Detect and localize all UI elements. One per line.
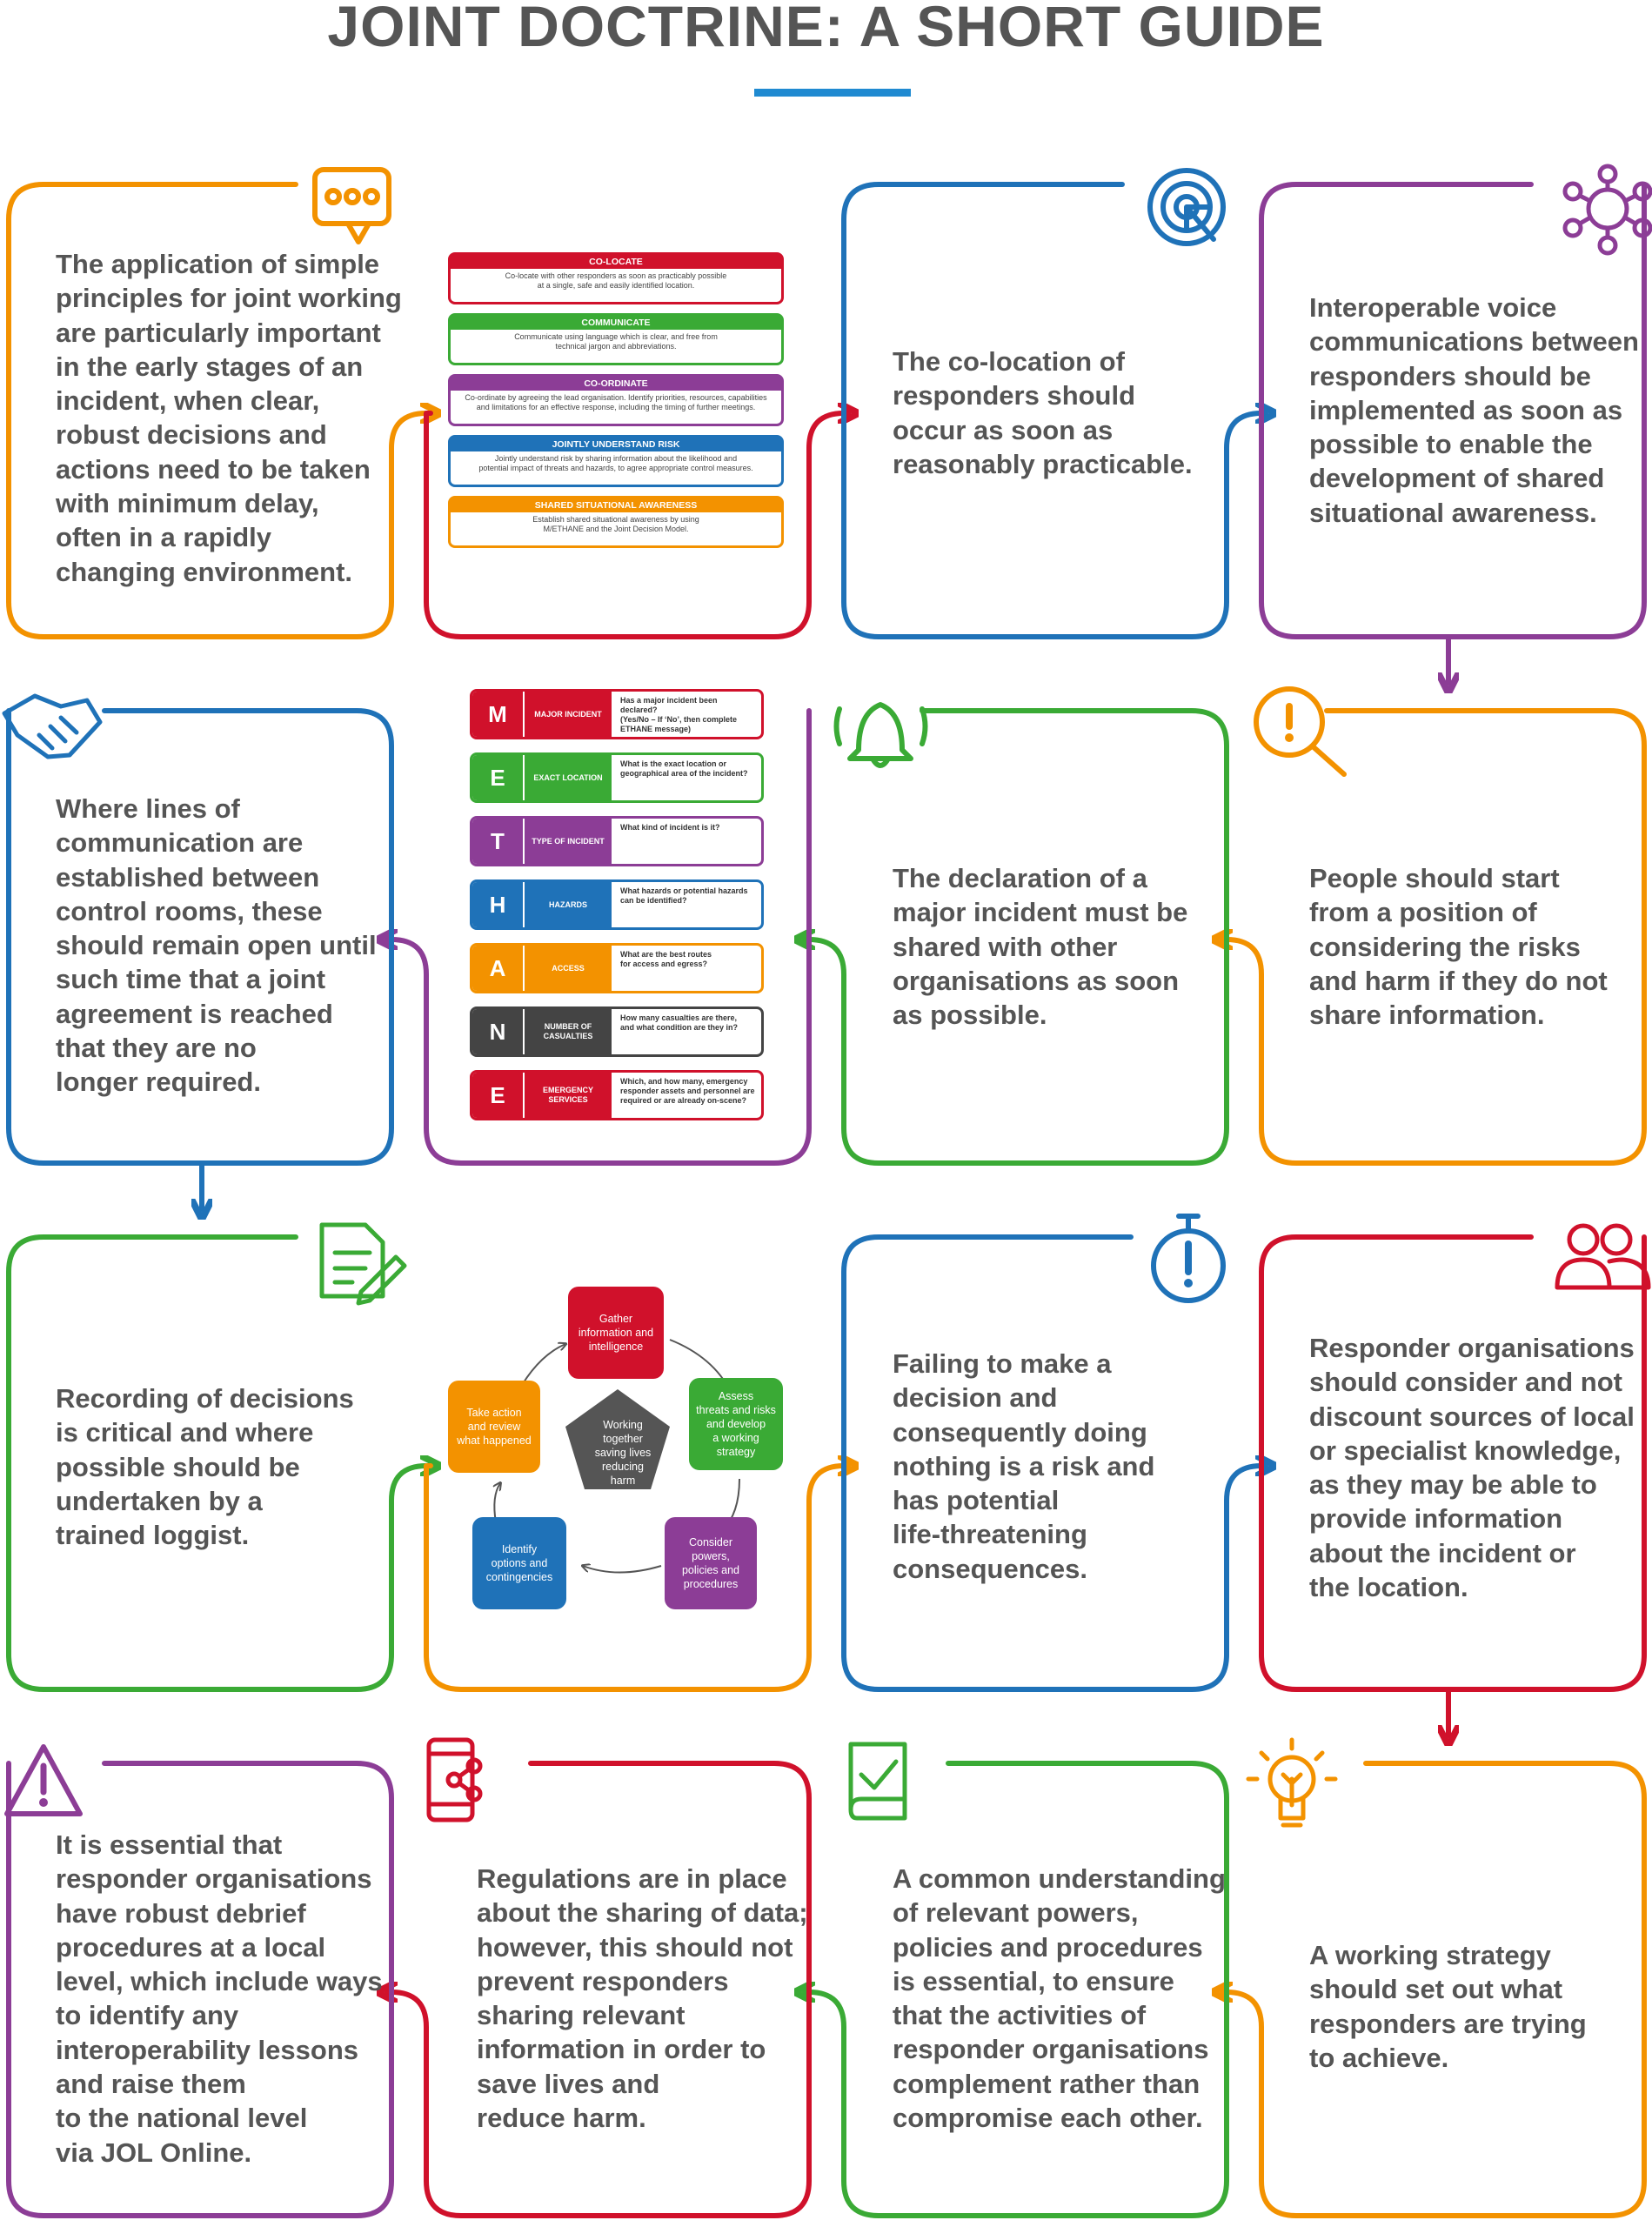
- principle-jointly-understand-risk: [448, 435, 784, 487]
- methane-row: [470, 752, 764, 803]
- principle-title: COMMUNICATE: [451, 316, 781, 330]
- methane-label: EMERGENCY SERVICES: [525, 1073, 612, 1118]
- jdm-step-identify: Identify options and contingencies: [472, 1517, 566, 1609]
- principle-communicate: [448, 313, 784, 365]
- methane-letter: A: [472, 946, 523, 991]
- methane-question: What hazards or potential hazards can be identified?: [620, 886, 748, 905]
- methane-label: NUMBER OF CASUALTIES: [525, 1009, 612, 1054]
- warning-icon: [7, 1747, 80, 1814]
- principle-text: Jointly understand risk by sharing information about the likelihood and potential impact of threats and hazards, to agree appropriate control measures.: [478, 454, 753, 472]
- methane-label: TYPE OF INCIDENT: [525, 819, 612, 864]
- methane-letter: T: [472, 819, 523, 864]
- panel-text-p15: A common understanding of relevant powers, policies and procedures is essential, to ensure that the activities of responder organisations complement rather than compromise each other.: [893, 1863, 1226, 2134]
- stopwatch-icon: [1154, 1216, 1223, 1301]
- panel-text-p1: The application of simple principles for joint working are particularly important in the early stages of an incident, when clear, robust decisions and actions need to be taken with minimum delay, often in a rapidly changing environment.: [56, 249, 402, 587]
- principle-text: Co-locate with other responders as soon as practicably possible at a single, safe and easily identified location.: [505, 271, 727, 290]
- methane-letter: N: [472, 1009, 523, 1054]
- panel-text-p3: The co-location of responders should occur as soon as reasonably practicable.: [893, 346, 1193, 479]
- magnifier-icon: [1256, 689, 1344, 774]
- methane-letter: E: [472, 755, 523, 800]
- methane-row: [470, 943, 764, 993]
- jdm-center-text: Working together saving lives reducing harm: [594, 1419, 652, 1487]
- panel-text-p16: A working strategy should set out what responders are trying to achieve.: [1309, 1940, 1587, 2073]
- principle-title: JOINTLY UNDERSTAND RISK: [451, 438, 781, 451]
- principle-text: Communicate using language which is clear, and free from technical jargon and abbreviations.: [514, 332, 718, 351]
- panel-text-p13: It is essential that responder organisations have robust debrief procedures at a local level, which include ways to identify any interoperability lessons and raise them to the national level via JOL Online.: [56, 1829, 383, 2168]
- principle-title: CO-LOCATE: [451, 255, 781, 269]
- methane-row: [470, 689, 764, 739]
- methane-row: [470, 1006, 764, 1057]
- phone-share-icon: [429, 1740, 480, 1820]
- panel-text-p14: Regulations are in place about the sharing of data; however, this should not prevent responders sharing relevant information in order to save lives and reduce harm.: [477, 1863, 808, 2134]
- principle-text: Co-ordinate by agreeing the lead organisation. Identify priorities, resources, capabilities and limitations for an effective response, including the timing of further meetings.: [465, 393, 767, 411]
- methane-letter: E: [472, 1073, 523, 1118]
- methane-question: How many casualties are there, and what condition are they in?: [620, 1013, 739, 1032]
- jdm-step-take-action: Take action and review what happened: [448, 1381, 540, 1473]
- panel-text-p7: The declaration of a major incident must be shared with other organisations as soon as possible.: [893, 863, 1188, 1031]
- methane-label: ACCESS: [525, 946, 612, 991]
- panel-text-p4: Interoperable voice communications between responders should be implemented as soon as possible to enable the development of shared situational awareness.: [1309, 292, 1639, 528]
- methane-row: [470, 816, 764, 866]
- panel-text-p8: People should start from a position of considering the risks and harm if they do not share information.: [1309, 863, 1608, 1031]
- panel-text-p12: Responder organisations should consider and not discount sources of local or specialist knowledge, as they may be able to provide information about the incident or the location.: [1309, 1333, 1635, 1603]
- methane-letter: H: [472, 882, 523, 927]
- methane-row: [470, 1070, 764, 1120]
- methane-label: EXACT LOCATION: [525, 755, 612, 800]
- bell-icon: [837, 705, 926, 766]
- page-title: JOINT DOCTRINE: A SHORT GUIDE: [327, 0, 1325, 58]
- methane-label: MAJOR INCIDENT: [525, 692, 612, 737]
- lightbulb-icon: [1248, 1740, 1335, 1825]
- panel-text-p9: Recording of decisions is critical and where possible should be undertaken by a trained loggist.: [56, 1383, 354, 1551]
- methane-question: What are the best routes for access and egress?: [620, 950, 712, 968]
- speech-bubble-icon: [315, 170, 389, 242]
- methane-row: [470, 879, 764, 930]
- checked-book-icon: [851, 1744, 905, 1818]
- methane-letter: M: [472, 692, 523, 737]
- jdm-step-gather: Gather information and intelligence: [568, 1287, 664, 1379]
- methane-question: Has a major incident been declared? (Yes/No – If ‘No’, then complete ETHANE message): [620, 696, 738, 733]
- principle-shared-situational-awareness: [448, 496, 784, 548]
- panel-text-p5: Where lines of communication are established between control rooms, these should remain open until such time that a joint agreement is reached that they are no longer required.: [56, 793, 377, 1098]
- principle-co-ordinate: [448, 374, 784, 426]
- principle-title: CO-ORDINATE: [451, 377, 781, 391]
- document-pen-icon: [322, 1225, 405, 1303]
- target-icon: [1150, 171, 1223, 244]
- principle-text: Establish shared situational awareness by using M/ETHANE and the Joint Decision Model.: [532, 515, 699, 533]
- jdm-step-consider: Consider powers, policies and procedures: [665, 1517, 757, 1609]
- principle-co-locate: [448, 252, 784, 304]
- network-icon: [1565, 166, 1650, 253]
- methane-label: HAZARDS: [525, 882, 612, 927]
- methane-question: Which, and how many, emergency responder assets and personnel are required or are already on-scene?: [620, 1077, 755, 1105]
- jdm-step-assess: Assess threats and risks and develop a working strategy: [689, 1378, 783, 1470]
- panel-text-p11: Failing to make a decision and consequently doing nothing is a risk and has potential life-threatening consequences.: [893, 1348, 1155, 1584]
- methane-question: What kind of incident is it?: [620, 823, 720, 832]
- handshake-icon: [4, 696, 100, 757]
- people-icon: [1557, 1226, 1649, 1287]
- principle-title: SHARED SITUATIONAL AWARENESS: [451, 498, 781, 512]
- methane-question: What is the exact location or geographical area of the incident?: [620, 759, 748, 778]
